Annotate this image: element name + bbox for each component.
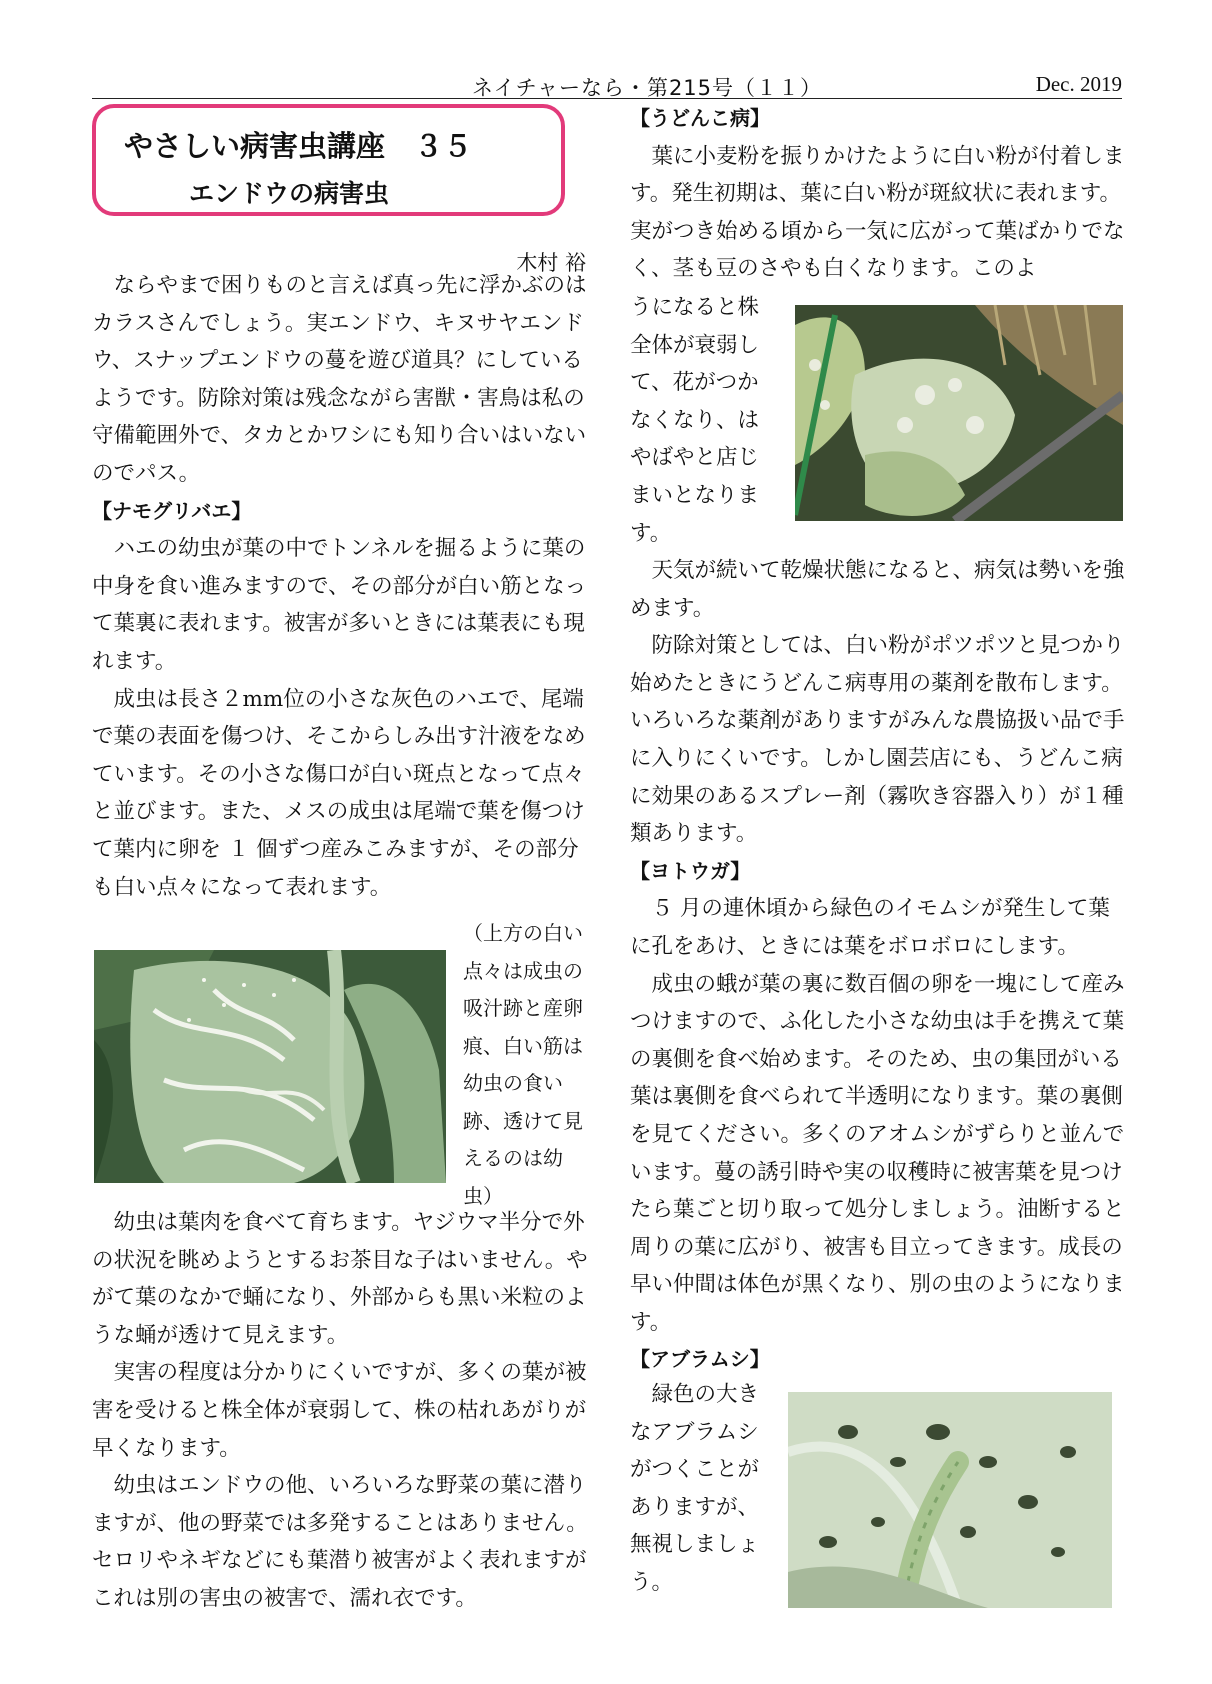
yotouga-paragraph-2: 成虫の蛾が葉の裏に数百個の卵を一塊にして産みつけますので、ふ化した小さな幼虫は手を携えて葉の裏側を食べ始めます。そのため、虫の集団がいる葉は裏側を食べられて半透明になります。葉の裏側を見てください。多くのアオムシがずらりと並んでいます。蔓の誘引時や実の収穫時に被害葉を見つけたら葉ごと切り取って処分しましょう。油断すると周りの葉に広がり、被害も目立ってきます。成長の早い仲間は体色が黒くなり、別の虫のようになります。 [630,971,1125,1335]
article-title: エンドウの病害虫 [189,179,390,208]
heading-aburamushi: 【アブラムシ】 [630,1347,770,1372]
heading-namogaribae: 【ナモグリバエ】 [92,498,252,523]
left-top-text [92,267,590,906]
udonko-paragraph-2: 天気が続いて乾燥状態になると、病気は勢いを強めます。 [630,558,1125,621]
intro-paragraph: ならやまで困りものと言えば真っ先に浮かぶのはカラスさんでしょう。実エンドウ、キヌサヤエンドウ、スナップエンドウの蔓を遊び道具？にしているようです。防除対策は残念ながら害獣・害鳥は私の守備範囲外で、タカとかワシにも知り合いはいないのでパス。 [92,273,587,486]
series-title: やさしい病害虫講座 ３５ [124,129,473,163]
namogaribae-paragraph-2: 成虫は長さ２mm位の小さな灰色のハエで、尾端で葉の表面を傷つけ、そこからしみ出す汁液をなめています。その小さな傷口が白い斑点となって点々と並びます。また、メスの成虫は尾端で葉を傷つけて葉内に卵を １ 個ずつ産みこみますが、その部分も白い点々になって表れます。 [92,686,586,900]
udonko-paragraph-1a: 葉に小麦粉を振りかけたように白い粉が付着します。発生初期は、葉に白い粉が斑紋状に表れます。実がつき始める頃から一気に広がって葉ばかりでなく、茎も豆のさやも白くなります。このよ [630,143,1125,282]
yotouga-paragraph-1: ５ 月の連休頃から緑色のイモムシが発生して葉に孔をあけ、ときには葉をボロボロにします。 [630,896,1110,959]
aburamushi-paragraph: 緑色の大きなアブラムシがつくことがありますが、無視しましょう。 [630,1382,760,1595]
heading-yotouga: 【ヨトウガ】 [630,858,751,883]
udonko-paragraph-3: 防除対策としては、白い粉がポツポツと見つかり始めたときにうどんこ病専用の薬剤を散布します。いろいろな薬剤がありますがみんな農協扱い品で手に入りにくいです。しかし園芸店にも、うどんこ病に効果のあるスプレー剤（霧吹き容器入り）が１種類あります。 [630,633,1125,847]
right-middle-text [630,552,1128,1379]
title-box [92,104,565,216]
right-wrap-text [630,289,770,552]
right-bottom-wrap [630,1376,780,1602]
issue-date: Dec. 2019 [1035,72,1122,96]
namogaribae-paragraph-1: ハエの幼虫が葉の中でトンネルを掘るように葉の中身を食い進みますので、その部分が白い筋となって葉裏に表れます。被害が多いときには葉表にも現れます。 [92,536,587,674]
photo-powdery-mildew [795,305,1123,521]
right-top-text [630,100,1128,288]
namogaribae-paragraph-4: 実害の程度は分かりにくいですが、多くの葉が被害を受けると株全体が衰弱して、株の枯れあがりが早くなります。 [92,1360,587,1461]
photo-armyworm [788,1392,1112,1608]
heading-udonkobyo: 【うどんこ病】 [630,106,770,130]
photo-leafminer-damage [94,950,446,1183]
caption-text: （上方の白い点々は成虫の吸汁跡と産卵痕、白い筋は幼虫の食い跡、透けて見えるのは幼虫） [463,921,583,1208]
page-header [92,70,1122,99]
left-bottom-text [92,1204,590,1618]
author-name: 木村 裕 [516,251,586,275]
photo-caption [463,915,583,1215]
namogaribae-paragraph-3: 幼虫は葉肉を食べて育ちます。ヤジウマ半分で外の状況を眺めようとするお茶目な子はいません。やがて葉のなかで蛹になり、外部からも黒い米粒のような蛹が透けて見えます。 [92,1210,588,1348]
udonko-paragraph-1b: うになると株全体が衰弱して、花がつかなくなり、はやばやと店じまいとなります。 [630,295,760,546]
namogaribae-paragraph-5: 幼虫はエンドウの他、いろいろな野菜の葉に潜りますが、他の野菜では多発することはありません。セロリやネギなどにも葉潜り被害がよく表れますがこれは別の害虫の被害で、濡れ衣です。 [92,1473,588,1611]
issue-label: ネイチャーなら・第215号（１１） [472,76,823,100]
